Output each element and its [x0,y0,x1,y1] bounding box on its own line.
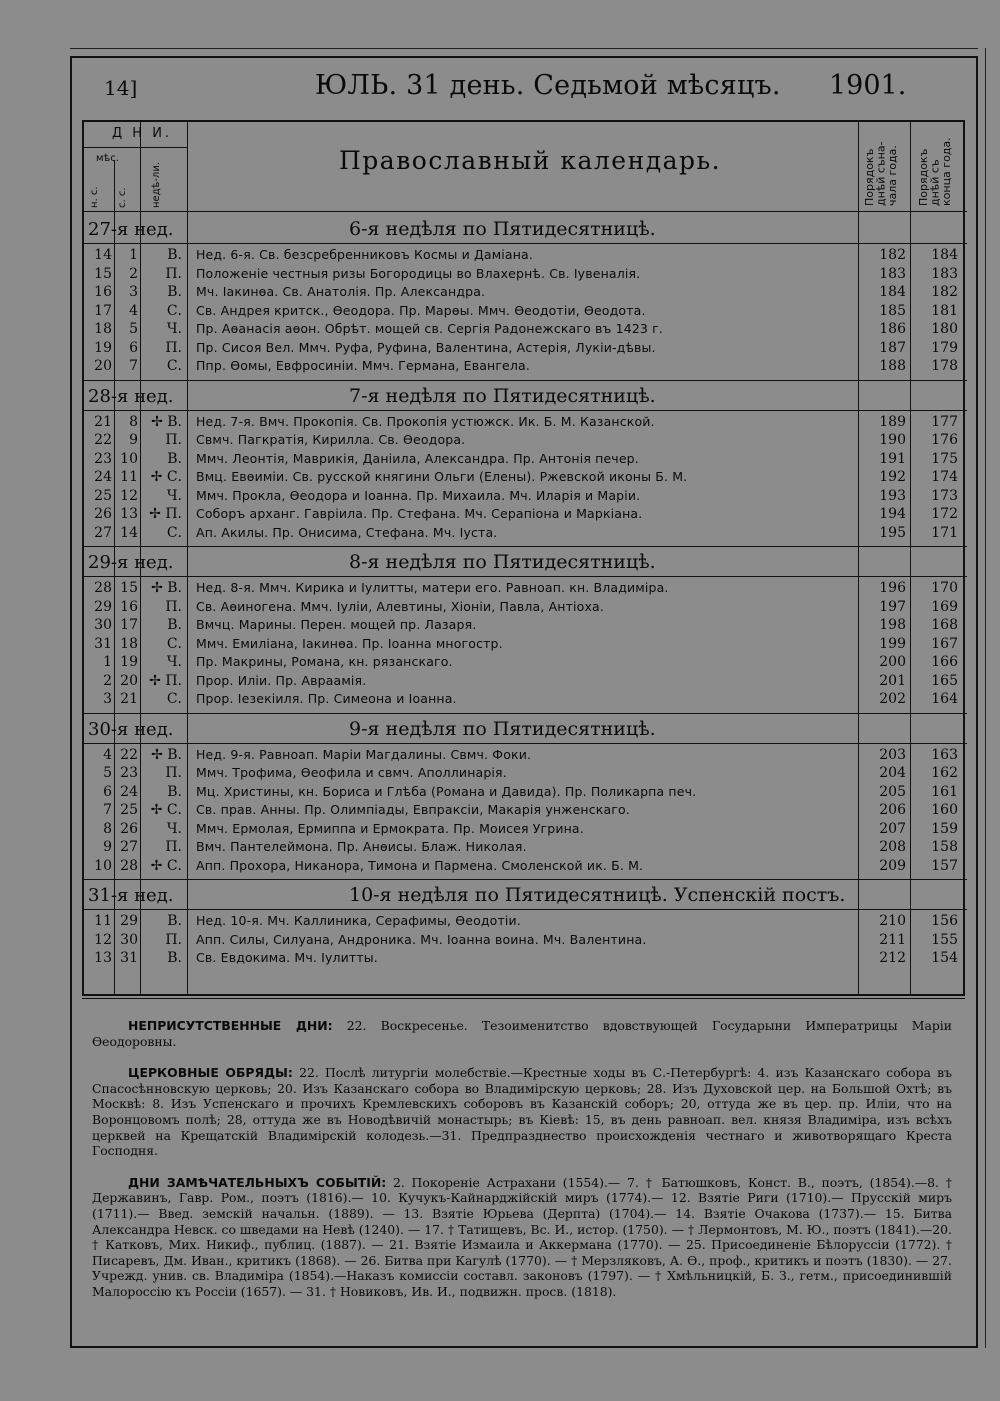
day-old-style: 9 [129,432,138,448]
day-from-start: 200 [879,654,906,670]
feast-text: Свмч. Пагкратія, Кирилла. Св. Ѳеодора. [196,432,466,447]
week-top-rule [84,546,967,547]
weekday: П. [165,339,182,356]
day-old-style: 17 [120,617,138,633]
day-from-start: 188 [879,358,906,374]
week-rule [84,410,967,411]
weekday: ✢ С. [150,802,182,818]
day-old-style: 30 [120,931,138,948]
week-label: 28-я нед. [88,385,174,407]
table-row [84,321,967,339]
weekday: С. [166,524,182,541]
weekday: П. [165,839,182,855]
day-old-style: 21 [120,691,138,707]
week-header [84,714,967,744]
week-top-rule [84,879,967,880]
weekday: С. [166,691,182,707]
weekday: ✢ В. [151,580,182,596]
day-old-style: 31 [120,950,138,966]
feast-text: Нед. 10-я. Мч. Каллиника, Серафимы, Ѳеодотіи. [196,913,521,928]
table-row [84,469,967,487]
day-old-style: 5 [129,321,138,337]
day-new-style: 19 [94,339,112,356]
weekday: В. [167,783,182,800]
header-bottom-rule [84,211,967,212]
week-header [84,547,967,577]
day-old-style: 25 [120,802,138,818]
day-from-start: 207 [879,820,906,837]
day-from-start: 204 [879,765,906,781]
day-from-start: 195 [879,524,906,541]
day-to-end: 156 [931,913,958,929]
day-from-start: 184 [879,284,906,300]
day-to-end: 179 [931,339,958,356]
table-row [84,284,967,302]
day-from-start: 197 [879,598,906,615]
feast-text: Св. Аѳиногена. Ммч. Іуліи, Алевтины, Хіоніи, Павла, Антіоха. [196,598,604,614]
weekday: В. [167,913,182,929]
feast-text: Ммч. Прокла, Ѳеодора и Іоанна. Пр. Михаила. Мч. Иларія и Маріи. [196,487,641,503]
ss-label: с. с. [117,187,128,208]
weekday: П. [165,931,182,948]
table-bottom-rule [82,998,965,999]
feast-text: Ммч. Леонтія, Маврикія, Даніила, Александра. Пр. Антонія печер. [196,450,639,466]
day-to-end: 173 [931,487,958,504]
day-from-start: 193 [879,487,906,504]
day-to-end: 177 [931,413,958,430]
day-from-start: 211 [879,931,906,948]
day-from-start: 194 [879,506,906,522]
day-to-end: 169 [931,598,958,615]
day-count-end-label: Порядокъ днѣй съ конца года. [917,137,954,206]
day-from-start: 191 [879,450,906,467]
day-old-style: 13 [120,506,138,522]
week-title: 8-я недѣля по Пятидесятницѣ. [349,551,656,573]
day-from-start: 183 [879,265,906,282]
day-new-style: 28 [94,580,112,596]
table-row [84,617,967,635]
day-to-end: 174 [931,469,958,485]
week-title: 6-я недѣля по Пятидесятницѣ. [349,218,656,240]
day-new-style: 12 [94,931,112,948]
day-old-style: 1 [129,247,138,263]
day-new-style: 22 [94,432,112,448]
table-row [84,950,967,968]
feast-text: Положеніе честныя ризы Богородицы во Влахернѣ. Св. Іувеналія. [196,265,641,281]
day-from-start: 192 [879,469,906,485]
day-from-start: 198 [879,617,906,633]
day-new-style: 20 [94,358,112,374]
day-new-style: 8 [103,820,112,837]
table-row [84,691,967,709]
day-from-start: 212 [879,950,906,966]
day-new-style: 13 [94,950,112,966]
feast-text: Пр. Макрины, Романа, кн. рязанскаго. [196,654,453,669]
day-from-start: 209 [879,857,906,874]
day-new-style: 25 [94,487,112,504]
note-church-rites: ЦЕРКОВНЫЕ ОБРЯДЫ: 22. Послѣ литургіи молебствіе.—Крестные ходы въ С.-Петербургѣ: 4. изъ Казанскаго собора въ Спасосѣнновскую церковь; 20. Изъ Казанскаго собора во Владимірскую церковь; 28. Изъ Духовской цер. на Большой Охтѣ; въ Москвѣ: 8. Изъ Успенскаго и прочихъ Кремлевскихъ соборовъ въ Казанскій соборъ; 20, оттуда же въ цер. пр. Иліи, что на Воронцовомъ полѣ; 28, оттуда же въ Новодѣвичій монастырь; въ Кіевѣ: 15, въ день равноап. вел. князя Владиміра, изъ всѣхъ церквей на Крещатскій Владимірскій колодезь.—31. Предпразднество происхожденія честнаго и животворящаго Креста Господня. [92,1065,952,1159]
feast-text: Ап. Акилы. Пр. Онисима, Стефана. Мч. Іуста. [196,524,498,540]
calendar-title: Православный календарь. [339,146,722,175]
day-from-start: 201 [879,672,906,689]
day-new-style: 4 [103,746,112,763]
feast-text: Нед. 6-я. Св. безсребренниковъ Космы и Даміана. [196,247,533,262]
dow-label: недѣ-ли. [151,161,162,208]
feast-text: Ммч. Ермолая, Ермиппа и Ермократа. Пр. Моисея Угрина. [196,820,584,836]
feast-text: Ммч. Трофима, Ѳеофила и свмч. Аполлинарія. [196,765,507,780]
day-from-start: 186 [879,321,906,337]
weekday: П. [165,765,182,781]
day-new-style: 27 [94,524,112,541]
day-new-style: 1 [103,654,112,670]
day-new-style: 18 [94,321,112,337]
weekday: ✢ С. [150,857,182,874]
day-new-style: 10 [94,857,112,874]
day-old-style: 15 [120,580,138,596]
table-row [84,303,967,321]
day-to-end: 162 [931,765,958,781]
day-old-style: 28 [120,857,138,874]
table-row [84,673,967,691]
weekday: В. [167,450,182,467]
calendar-table [82,120,965,996]
page-header [100,70,907,106]
day-to-end: 161 [931,783,958,800]
feast-text: Св. Евдокима. Мч. Іулитты. [196,950,378,965]
weekday: ✢ В. [151,746,182,763]
table-row [84,525,967,543]
week-label: 30-я нед. [88,718,174,740]
table-row [84,451,967,469]
day-new-style: 14 [94,247,112,263]
day-to-end: 165 [931,672,958,689]
day-new-style: 11 [94,913,112,929]
table-row [84,784,967,802]
week-header [84,214,967,244]
day-to-end: 154 [931,950,958,966]
weekday: С. [166,302,182,319]
day-to-end: 160 [931,802,958,818]
day-to-end: 168 [931,617,958,633]
table-row [84,506,967,524]
dni-label: Д Н И. [112,126,173,141]
day-to-end: 170 [931,580,958,596]
table-row [84,266,967,284]
week-top-rule [84,380,967,381]
feast-text: Вмч. Пантелеймона. Пр. Анѳисы. Блаж. Николая. [196,839,527,854]
day-from-start: 196 [879,580,906,596]
week-rule [84,576,967,577]
day-old-style: 12 [120,487,138,504]
day-to-end: 157 [931,857,958,874]
day-old-style: 29 [120,913,138,929]
table-row [84,858,967,876]
feast-text: Нед. 8-я. Ммч. Кирика и Іулитты, матери его. Равноап. кн. Владиміра. [196,580,669,595]
weekday: В. [167,284,182,300]
day-from-start: 199 [879,635,906,652]
weekday: Ч. [166,487,182,504]
day-old-style: 16 [120,598,138,615]
feast-text: Мц. Христины, кн. Бориса и Глѣба (Романа и Давида). Пр. Поликарпа печ. [196,783,697,799]
table-row [84,636,967,654]
day-new-style: 7 [103,802,112,818]
day-old-style: 22 [120,746,138,763]
week-label: 31-я нед. [88,885,174,906]
day-new-style: 3 [103,691,112,707]
weekday: П. [165,432,182,448]
weekday: ✢ П. [149,506,182,522]
table-row [84,802,967,820]
top-rule [70,48,978,49]
feast-text: Ммч. Емиліана, Іакинѳа. Пр. Іоанна многостр. [196,635,503,651]
day-from-start: 202 [879,691,906,707]
day-new-style: 15 [94,265,112,282]
weekday: В. [167,950,182,966]
day-from-start: 185 [879,302,906,319]
table-row [84,599,967,617]
day-to-end: 155 [931,931,958,948]
table-row [84,654,967,672]
week-title: 10-я недѣля по Пятидесятницѣ. Успенскій постъ. [349,884,846,906]
day-to-end: 159 [931,820,958,837]
page-title: ЮЛЬ. 31 день. Седьмой мѣсяцъ. [315,70,781,101]
week-title: 9-я недѣля по Пятидесятницѣ. [349,717,656,740]
table-row [84,765,967,783]
day-to-end: 183 [931,265,958,282]
table-row [84,821,967,839]
feast-text: Прор. Іезекіиля. Пр. Симеона и Іоанна. [196,691,457,706]
dni-rule [84,147,187,148]
day-old-style: 27 [120,839,138,855]
note-holidays: НЕПРИСУТСТВЕННЫЕ ДНИ: 22. Воскресенье. Тезоименитство вдовствующей Государыни Императрицы Маріи Ѳеодоровны. [92,1018,953,1049]
feast-text: Апп. Силы, Силуана, Андроника. Мч. Іоанна воина. Мч. Валентина. [196,931,647,947]
day-to-end: 176 [931,432,958,448]
day-to-end: 158 [931,839,958,855]
day-from-start: 206 [879,802,906,818]
table-row [84,432,967,450]
weekday: ✢ П. [149,672,182,689]
weekday: В. [167,617,182,633]
feast-text: Св. Андрея критск., Ѳеодора. Пр. Марѳы. Ммч. Ѳеодотіи, Ѳеодота. [196,302,646,318]
notes-section [92,1018,952,1316]
week-rule [84,743,967,744]
day-old-style: 4 [129,302,138,319]
page-year: 1901. [829,70,907,101]
weekday: ✢ С. [150,469,182,485]
note-events: ДНИ ЗАМѢЧАТЕЛЬНЫХЪ СОБЫТІЙ: 2. Покореніе Астрахани (1554).— 7. † Батюшковъ, Конст. В., поэтъ, (1854).—8. † Державинъ, Гавр. Ром., поэтъ (1816).— 10. Кучукъ-Кайнарджійскій миръ (1774).— 12. Взятіе Риги (1710).— Прусскій миръ (1711).— Введ. земскій начальн. (1889). — 13. Взятіе Юрьева (Дерпта) (1704).— 14. Взятіе Очакова (1737).— 15. Битва Александра Невск. со шведами на Невѣ (1240). — 17. † Татищевъ, Вс. И., истор. (1750). — † Лермонтовъ, М. Ю., поэтъ (1841).—20. † Катковъ, Мих. Никиф., публиц. (1887). — 21. Взятіе Измаила и Аккермана (1770). — 25. Присоединеніе Бѣлоруссіи (1772). † Писаревъ, Дм. Иван., критикъ (1868). — 26. Битва при Кагулѣ (1770). — † Мерзляковъ, А. Ѳ., проф., критикъ и поэтъ (1830). — 27. Учрежд. унив. св. Владиміра (1854).—Наказъ комиссіи составл. законовъ (1797). — † Хмѣльницкій, Б. З., гетм., присоединившій Малороссію къ Россіи (1657). — 31. † Новиковъ, Ив. И., подвижн. просв. (1818). [92,1174,952,1299]
day-old-style: 2 [129,265,138,282]
right-rule [985,48,986,1348]
day-to-end: 181 [931,302,958,319]
day-new-style: 21 [94,413,112,430]
day-to-end: 175 [931,450,958,467]
table-row [84,358,967,376]
week-header [84,381,967,411]
week-header [84,880,967,910]
week-title: 7-я недѣля по Пятидесятницѣ. [349,384,656,407]
day-to-end: 184 [931,247,958,263]
weekday: С. [166,358,182,374]
weekday: ✢ В. [151,413,182,430]
day-old-style: 26 [120,820,138,837]
day-to-end: 171 [931,524,958,541]
day-new-style: 5 [103,765,112,781]
table-row [84,414,967,432]
day-old-style: 6 [129,339,138,356]
day-old-style: 18 [120,635,138,652]
day-new-style: 2 [103,672,112,689]
feast-text: Соборъ арханг. Гавріила. Пр. Стефана. Мч. Серапіона и Маркіана. [196,506,643,521]
feast-text: Нед. 7-я. Вмч. Прокопія. Св. Прокопія устюжск. Ик. Б. М. Казанской. [196,413,655,429]
table-row [84,932,967,950]
day-new-style: 30 [94,617,112,633]
weekday: П. [165,598,182,615]
day-old-style: 24 [120,783,138,800]
day-new-style: 29 [94,598,112,615]
week-top-rule [84,713,967,714]
ns-label: н. с. [89,186,100,208]
table-row [84,247,967,265]
day-to-end: 178 [931,358,958,374]
table-row [84,747,967,765]
day-old-style: 20 [120,672,138,689]
feast-text: Апп. Прохора, Никанора, Тимона и Пармена. Смоленской ик. Б. М. [196,857,644,873]
day-from-start: 182 [879,247,906,263]
day-from-start: 208 [879,839,906,855]
month-label: мѣс. [96,153,119,164]
day-from-start: 205 [879,783,906,800]
day-from-start: 187 [879,339,906,356]
day-old-style: 11 [120,469,138,485]
feast-text: Вмц. Евѳиміи. Св. русской княгини Ольги (Елены). Ржевской иконы Б. М. [196,469,688,484]
day-new-style: 17 [94,302,112,319]
weekday: Ч. [166,820,182,837]
day-old-style: 19 [120,654,138,670]
table-row [84,488,967,506]
day-count-start-label: Порядокъ днѣй съна-чала года. [863,141,900,206]
week-rule [84,243,967,244]
day-new-style: 26 [94,506,112,522]
feast-text: Прор. Иліи. Пр. Авраамія. [196,672,367,688]
day-new-style: 31 [94,635,112,652]
weekday: В. [167,247,182,263]
day-old-style: 8 [129,413,138,430]
day-new-style: 6 [103,783,112,800]
day-old-style: 7 [129,358,138,374]
page-number: 14] [104,76,138,100]
day-new-style: 16 [94,284,112,300]
feast-text: Нед. 9-я. Равноап. Маріи Магдалины. Свмч. Фоки. [196,746,532,762]
week-label: 27-я нед. [88,219,174,240]
weekday: П. [165,265,182,282]
table-row [84,839,967,857]
day-new-style: 9 [103,839,112,855]
day-new-style: 23 [94,450,112,467]
table-row [84,580,967,598]
feast-text: Пр. Аѳанасія аѳон. Обрѣт. мощей св. Сергія Радонежскаго въ 1423 г. [196,321,663,336]
table-row [84,913,967,931]
day-from-start: 190 [879,432,906,448]
day-to-end: 172 [931,506,958,522]
day-from-start: 203 [879,746,906,763]
weekday: Ч. [166,321,182,337]
day-to-end: 167 [931,635,958,652]
day-old-style: 3 [129,284,138,300]
weekday: Ч. [166,654,182,670]
day-from-start: 210 [879,913,906,929]
day-old-style: 23 [120,765,138,781]
feast-text: Пр. Сисоя Вел. Ммч. Руфа, Руфина, Валентина, Астерія, Лукіи-дѣвы. [196,339,656,355]
day-old-style: 10 [120,450,138,467]
feast-text: Вмчц. Марины. Перен. мощей пр. Лазаря. [196,617,477,632]
table-row [84,340,967,358]
feast-text: Св. прав. Анны. Пр. Олимпіады, Евпраксіи, Макарія унженскаго. [196,802,630,817]
day-to-end: 182 [931,284,958,300]
weekday: С. [166,635,182,652]
day-to-end: 163 [931,746,958,763]
day-to-end: 166 [931,654,958,670]
feast-text: Ппр. Ѳомы, Евфросиніи. Ммч. Германа, Евангела. [196,358,530,373]
week-rule [84,909,967,910]
day-from-start: 189 [879,413,906,430]
day-new-style: 24 [94,469,112,485]
feast-text: Мч. Іакинѳа. Св. Анатолія. Пр. Александра. [196,284,486,299]
day-old-style: 14 [120,524,138,541]
day-to-end: 164 [931,691,958,707]
day-to-end: 180 [931,321,958,337]
week-label: 29-я нед. [88,552,174,573]
